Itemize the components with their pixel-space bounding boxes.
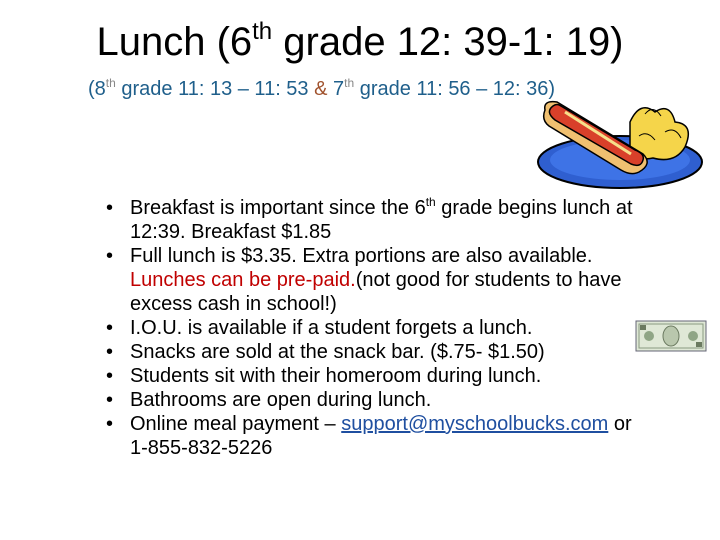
bullet-7-pre: Online meal payment –	[130, 413, 342, 435]
dollar-bill-icon	[635, 320, 707, 352]
subtitle-part1: (8	[88, 78, 106, 100]
list-item	[108, 196, 648, 244]
list-item	[108, 316, 648, 340]
list-item	[108, 340, 648, 364]
subtitle-amp: &	[314, 78, 328, 100]
prepaid-note: Lunches can be pre-paid.	[130, 269, 356, 291]
bullet-6: Bathrooms are open during lunch.	[130, 389, 432, 411]
bullet-1-pre: Breakfast is important since the 6	[130, 197, 426, 219]
bullet-4: Snacks are sold at the snack bar. ($.75- $1.50)	[130, 341, 545, 363]
list-item	[108, 364, 648, 388]
bullet-2-post: (not good for students to have excess cash in school!)	[130, 269, 622, 315]
page-subtitle	[88, 76, 555, 102]
list-item	[108, 388, 648, 412]
bullet-5: Students sit with their homeroom during lunch.	[130, 365, 542, 387]
list-item	[108, 412, 648, 460]
title-sup: th	[252, 18, 273, 45]
bullet-1-post: grade begins lunch at 12:39. Breakfast $1.85	[130, 197, 633, 243]
title-prefix: Lunch (6	[96, 20, 253, 64]
support-email-link[interactable]: support@myschoolbucks.com	[341, 413, 609, 435]
bullet-7-post: or 1-855-832-5226	[130, 413, 632, 459]
subtitle-sup2: th	[344, 76, 355, 90]
hotdog-plate-icon	[535, 92, 705, 192]
subtitle-sup1: th	[105, 76, 116, 90]
bullet-3: I.O.U. is available if a student forgets a lunch.	[130, 317, 533, 339]
bullet-2-pre: Full lunch is $3.35. Extra portions are also available.	[130, 245, 593, 267]
subtitle-part4: grade 11: 56 – 12: 36)	[354, 78, 556, 100]
subtitle-part2: grade 11: 13 – 11: 53	[115, 78, 315, 100]
subtitle-part3: 7	[327, 78, 345, 100]
title-suffix: grade 12: 39-1: 19)	[272, 20, 624, 64]
list-item	[108, 244, 648, 316]
bullet-1-sup: th	[425, 195, 436, 209]
page-title	[0, 18, 720, 66]
info-list	[108, 196, 648, 460]
